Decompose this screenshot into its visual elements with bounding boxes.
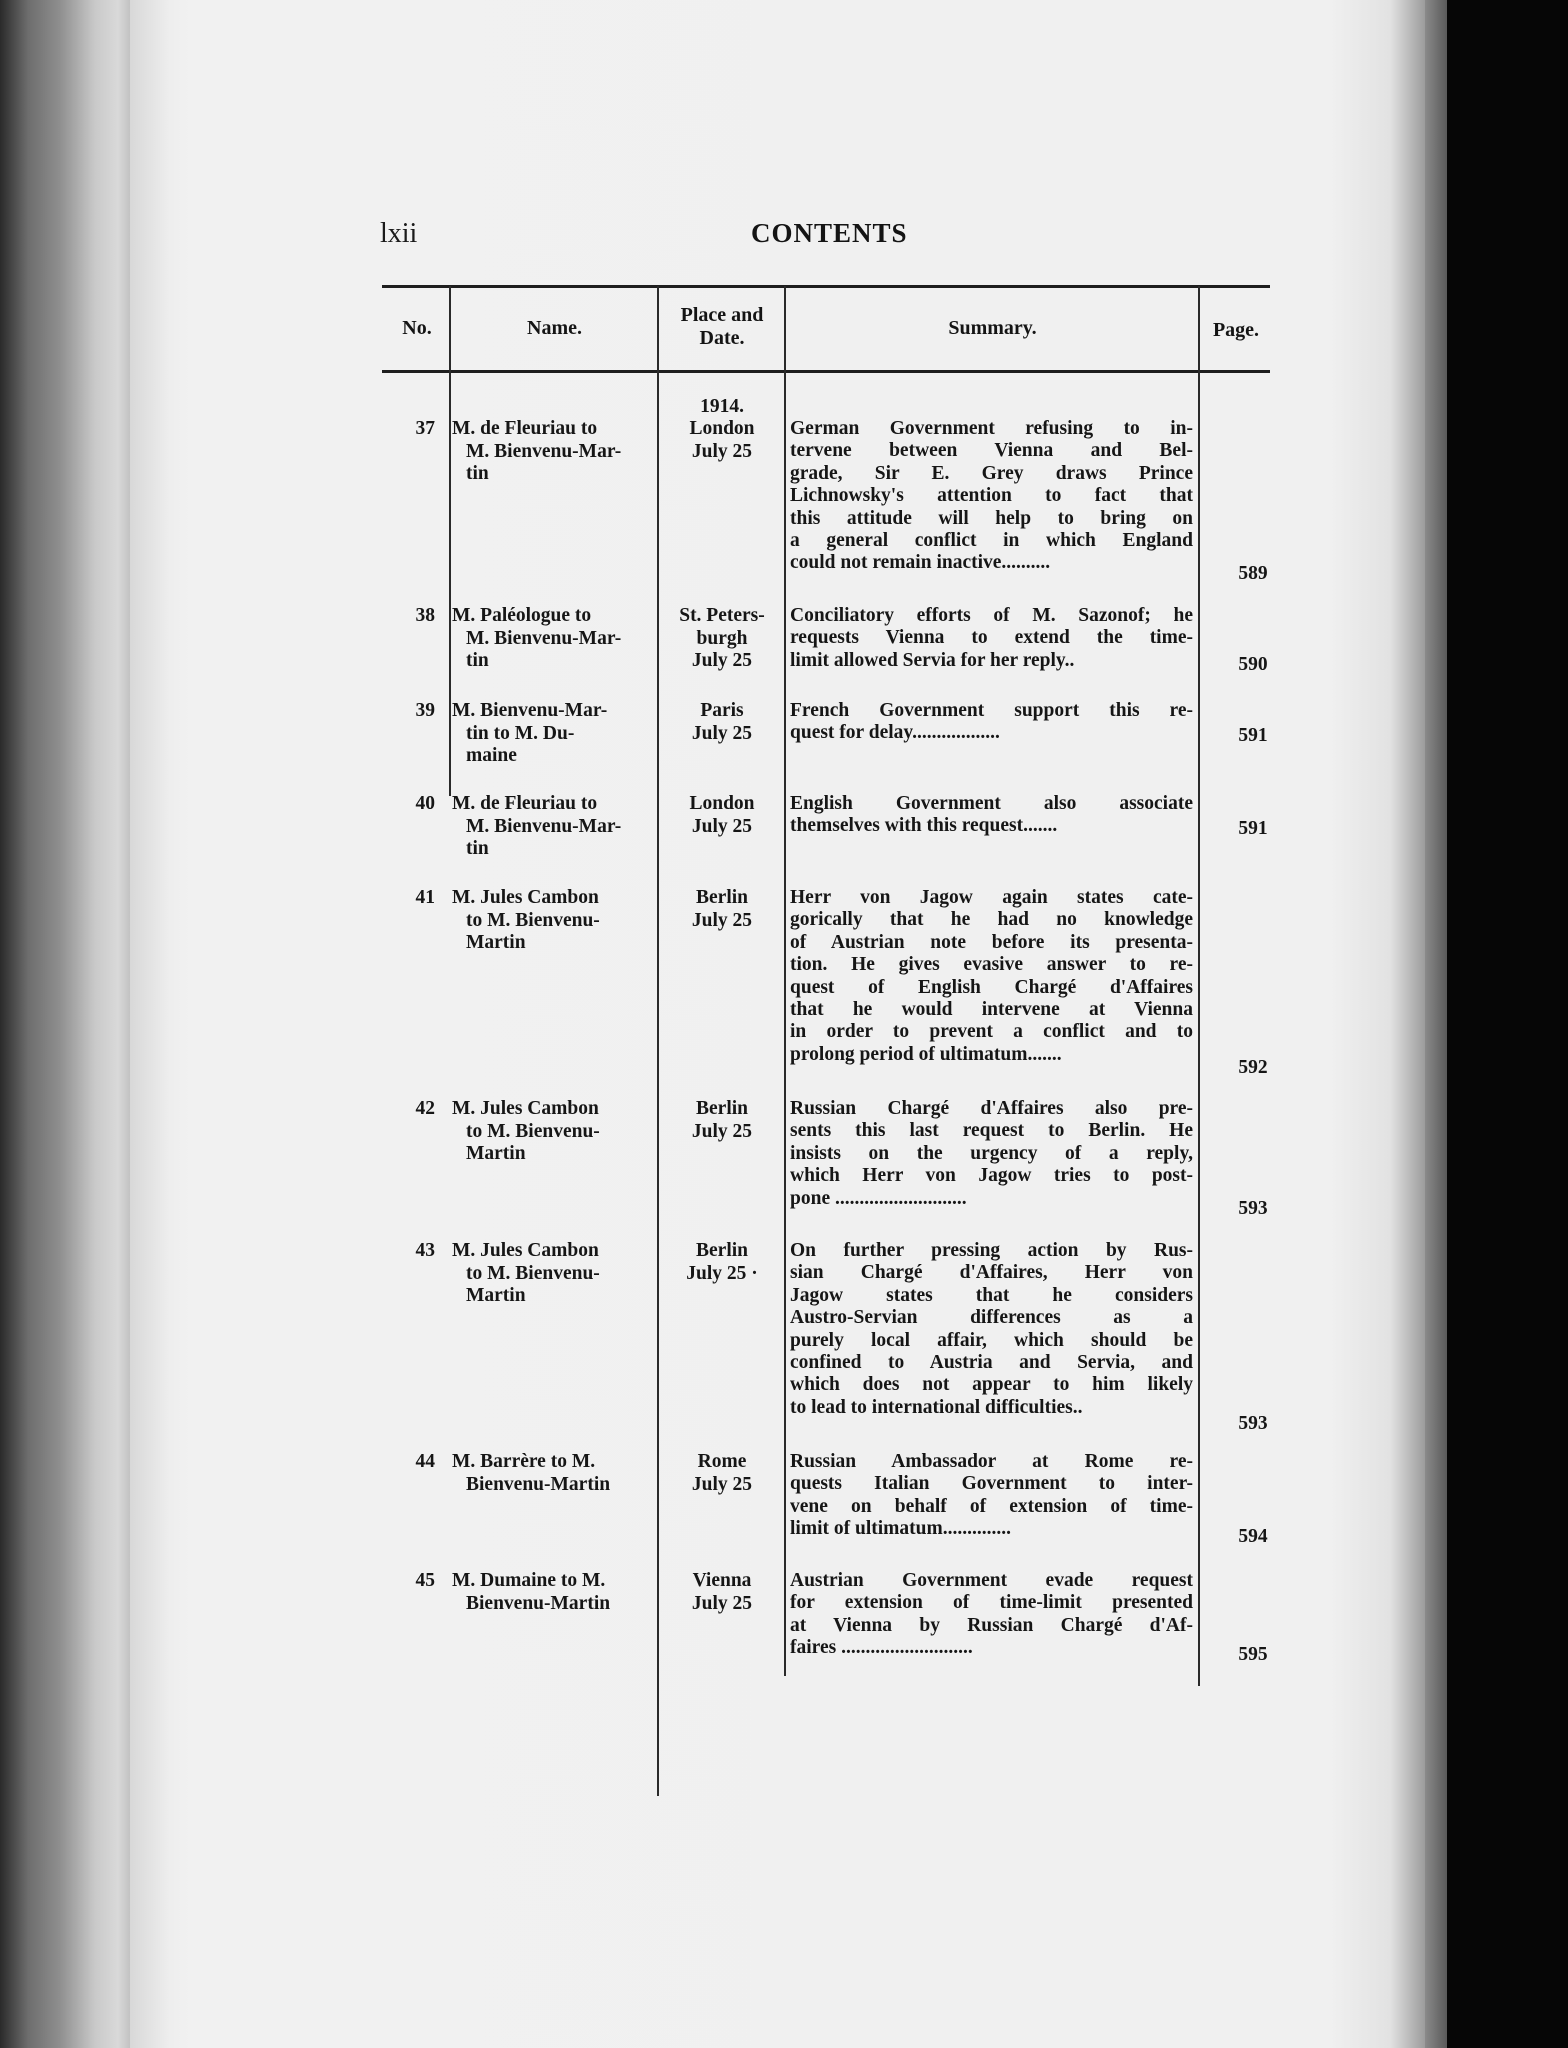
summary-text [790,1098,1193,1210]
page-number: 590 [1238,654,1268,675]
summary-line: Herr von Jagow again states cate- [790,887,1193,908]
page-number: 591 [1238,725,1268,746]
sender-recipient-line: tin [466,838,489,859]
summary-line: quests Italian Government to inter- [790,1473,1193,1495]
place-date-line: Rome [697,1451,747,1472]
place-date-line: Berlin [696,887,748,908]
sender-recipient-line: tin [466,650,489,671]
place-date-line: July 25 [691,722,753,744]
summary-line: could not remain inactive.......... [790,552,1051,574]
summary-line: English Government also associate [790,793,1193,814]
place-date-line: July 25 [691,650,753,671]
summary-line: Austrian Government evade request [790,1570,1193,1591]
sender-recipient-line: to M. Bienvenu- [466,909,600,931]
column-header-date-line: Date. [699,327,745,349]
summary-line: pone ........................... [790,1187,967,1209]
place-date-line: burgh [696,627,748,649]
place-date-line: St. Peters- [679,605,765,626]
sender-recipient-line: M. de Fleuriau to [452,418,598,439]
page-title: CONTENTS [751,218,908,248]
column-header-name: Name. [527,317,582,339]
place-date-line: London [689,418,755,439]
column-divider [657,286,659,1796]
background-edge [1447,0,1568,2048]
sender-recipient-line: maine [466,745,517,766]
place-date-line: Berlin [696,1098,748,1119]
summary-line: for extension of time-limit presented [790,1592,1193,1614]
summary-text [790,793,1193,838]
sender-recipient-line: M. Jules Cambon [452,1098,599,1119]
sender-recipient-line: Martin [466,1143,526,1164]
column-divider [784,286,786,1676]
entry-number: 42 [415,1098,435,1119]
summary-line: this attitude will help to bring on [790,507,1193,529]
column-header-page: Page. [1212,319,1260,341]
sender-recipient-line: M. Jules Cambon [452,887,599,908]
entry-number: 40 [415,793,435,814]
summary-line: tion. He gives evasive answer to re- [790,954,1193,976]
summary-line: quest of English Chargé d'Affaires [790,976,1193,998]
sender-recipient-line: M. Paléologue to [452,605,592,626]
page-gutter [1425,0,1447,2048]
book-edge [0,0,135,2048]
place-date-line: July 25 · [686,1262,758,1284]
entry-number: 44 [415,1451,435,1472]
summary-line: sian Chargé d'Affaires, Herr von [790,1262,1193,1284]
place-date-line: July 25 [691,909,753,931]
summary-line: quest for delay.................. [790,722,1000,744]
summary-line: Jagow states that he considers [790,1284,1193,1306]
summary-line: gorically that he had no knowledge [790,909,1193,931]
sender-recipient-line: M. Jules Cambon [452,1240,599,1261]
page-number: 591 [1238,818,1268,839]
summary-line: Russian Chargé d'Affaires also pre- [790,1098,1193,1119]
place-date-line: July 25 [691,1592,753,1614]
column-divider [449,286,451,796]
summary-text [790,700,1193,745]
place-date-line: July 25 [691,815,753,837]
summary-line: of Austrian note before its presenta- [790,931,1193,953]
entry-number: 45 [415,1570,435,1591]
sender-recipient-line: tin to M. Du- [466,722,575,744]
place-date-line: July 25 [691,1120,753,1142]
place-date-line: July 25 [691,440,753,462]
summary-line: faires ........................... [790,1637,973,1659]
summary-line: insists on the urgency of a reply, [790,1142,1193,1164]
entry-number: 43 [415,1240,435,1261]
sender-recipient-line: M. Bienvenu-Mar- [466,815,622,837]
entry-number: 39 [415,700,435,721]
summary-text [790,1570,1193,1660]
folio: lxii [380,218,418,249]
summary-line: Conciliatory efforts of M. Sazonof; he [790,605,1193,626]
sender-recipient-line: M. de Fleuriau to [452,793,598,814]
summary-line: in order to prevent a conflict and to [790,1021,1193,1043]
column-divider [1198,286,1200,1686]
top-rule [382,285,1270,288]
sender-recipient-line: M. Dumaine to M. [452,1570,606,1591]
summary-line: Lichnowsky's attention to fact that [790,485,1193,507]
page-number: 595 [1238,1644,1268,1665]
summary-line: French Government support this re- [790,700,1193,721]
column-header-place-date [660,304,784,350]
sender-recipient-line: Bienvenu-Martin [466,1473,611,1495]
page-number: 593 [1238,1413,1268,1434]
summary-line: purely local affair, which should be [790,1329,1193,1351]
summary-line: a general conflict in which England [790,529,1193,551]
entry-number: 41 [415,887,435,908]
entry-number: 37 [415,418,435,439]
column-header-no: No. [402,317,432,339]
summary-line: that he would intervene at Vienna [790,998,1193,1020]
column-header-summary: Summary. [948,317,1037,339]
summary-line: which Herr von Jagow tries to post- [790,1165,1193,1187]
header-rule [382,370,1270,373]
summary-line: German Government refusing to in- [790,418,1193,439]
summary-line: limit of ultimatum.............. [790,1518,1011,1540]
summary-line: limit allowed Servia for her reply.. [790,649,1075,671]
sender-recipient-line: M. Bienvenu-Mar- [466,627,622,649]
sender-recipient-line: M. Bienvenu-Mar- [452,700,608,721]
sender-recipient-line: tin [466,463,489,484]
page-number: 594 [1238,1526,1268,1547]
place-date-line: Berlin [696,1240,748,1261]
sender-recipient-line: Martin [466,1285,526,1306]
running-head [0,218,1568,258]
summary-line: which does not appear to him likely [790,1374,1193,1396]
summary-line: prolong period of ultimatum....... [790,1043,1062,1065]
summary-line: On further pressing action by Rus- [790,1240,1193,1261]
summary-text [790,605,1193,672]
sender-recipient-line: to M. Bienvenu- [466,1120,600,1142]
summary-line: themselves with this request....... [790,815,1058,837]
place-date-line: July 25 [691,1473,753,1495]
summary-line: vene on behalf of extension of time- [790,1495,1193,1517]
sender-recipient-line: to M. Bienvenu- [466,1262,600,1284]
sender-recipient-line: Bienvenu-Martin [466,1592,611,1614]
summary-line: requests Vienna to extend the time- [790,627,1193,649]
place-date-line: Vienna [692,1570,752,1591]
place-date-line: Paris [700,700,744,721]
sender-recipient-line: M. Bienvenu-Mar- [466,440,622,462]
summary-line: at Vienna by Russian Chargé d'Af- [790,1614,1193,1636]
place-date-line: London [689,793,755,814]
summary-line: grade, Sir E. Grey draws Prince [790,462,1193,484]
summary-line: Austro-Servian differences as a [790,1307,1193,1329]
summary-text [790,1240,1193,1419]
summary-line: Russian Ambassador at Rome re- [790,1451,1193,1472]
summary-text [790,418,1193,575]
sender-recipient-line: M. Barrère to M. [452,1451,596,1472]
summary-text [790,1451,1193,1541]
page-number: 589 [1238,563,1268,584]
entry-number: 38 [415,605,435,626]
summary-line: tervene between Vienna and Bel- [790,440,1193,462]
summary-line: confined to Austria and Servia, and [790,1351,1193,1373]
column-header-place-line: Place and [680,304,764,326]
page-number: 593 [1238,1198,1268,1219]
summary-line: sents this last request to Berlin. He [790,1120,1193,1142]
year-label: 1914. [700,396,744,417]
sender-recipient-line: Martin [466,932,526,953]
summary-text [790,887,1193,1066]
page-number: 592 [1238,1057,1268,1078]
summary-line: to lead to international difficulties.. [790,1396,1083,1418]
